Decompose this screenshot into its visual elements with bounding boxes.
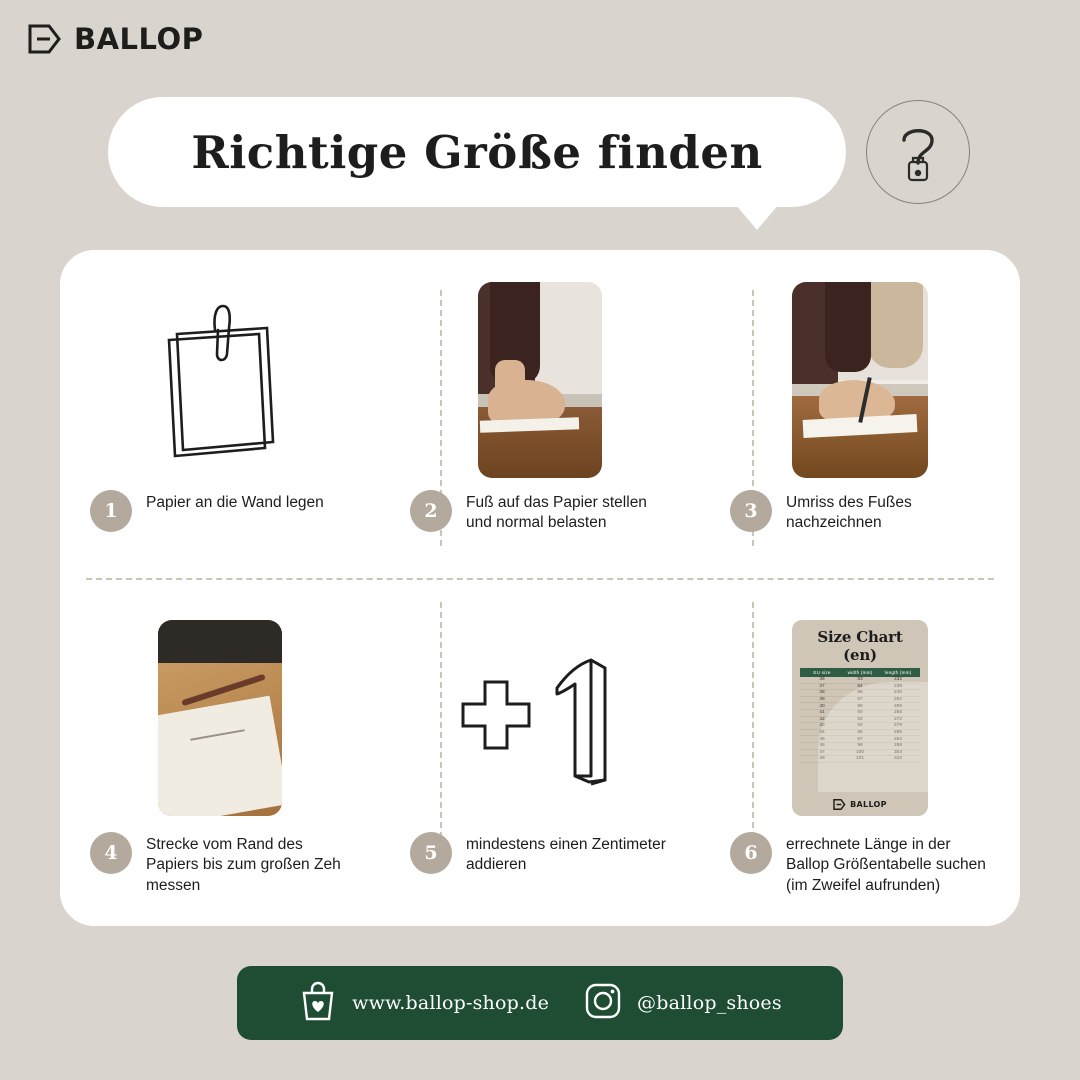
step-media [158, 620, 282, 816]
cell-eu: 38 [819, 690, 825, 696]
cell-width: 92 [857, 716, 863, 722]
cell-width: 100 [855, 749, 864, 755]
step-text: errechnete Länge in der Ballop Größentabelle suchen (im Zweifel aufrunden) [786, 836, 986, 894]
step-caption [406, 490, 674, 534]
step-caption [86, 490, 354, 532]
cell-eu: 37 [819, 683, 825, 689]
cell-width: 95 [857, 730, 863, 736]
step-number: 5 [410, 832, 452, 874]
step-number: 3 [730, 490, 772, 532]
size-chart-header [800, 668, 920, 677]
cell-length: 304 [893, 749, 902, 755]
shopping-bag-heart-icon [298, 979, 338, 1028]
bubble-tail [735, 204, 779, 230]
cell-width: 88 [857, 703, 863, 709]
step-item-4 [60, 588, 380, 926]
step-media [478, 282, 602, 478]
step-caption [726, 832, 994, 896]
step-item-2 [380, 250, 700, 588]
cell-length: 272 [893, 716, 902, 722]
paper-sheets-clip-doodle [155, 282, 285, 478]
step-number: 2 [410, 490, 452, 532]
step-item-3 [700, 250, 1020, 588]
step-item-6 [700, 588, 1020, 926]
tracing-foot-outline-photo [792, 282, 928, 478]
step-caption [406, 832, 674, 876]
cell-eu: 45 [819, 736, 825, 742]
step-text: Papier an die Wand legen [146, 494, 324, 511]
cell-length: 238 [893, 683, 902, 689]
cell-eu: 42 [819, 716, 825, 722]
cell-width: 86 [857, 690, 863, 696]
pencil-measuring-photo [158, 620, 282, 816]
cell-width: 84 [857, 683, 863, 689]
step-number: 4 [90, 832, 132, 874]
cell-length: 259 [893, 703, 902, 709]
step-media [792, 620, 928, 816]
cell-length: 279 [893, 723, 902, 729]
cell-length: 245 [893, 690, 902, 696]
instagram-link[interactable] [583, 981, 782, 1026]
cell-length: 265 [893, 710, 902, 716]
step-text: mindestens einen Zentimeter addieren [466, 836, 666, 874]
cell-width: 87 [857, 697, 863, 703]
cell-width: 90 [857, 710, 863, 716]
brand-name: BALLOP [74, 22, 204, 56]
ballop-logo-icon [833, 799, 846, 810]
cell-width: 98 [857, 743, 863, 749]
cell-length: 292 [893, 736, 902, 742]
size-chart-col: EU size [813, 670, 831, 675]
cell-eu: 36 [819, 677, 825, 683]
steps-card [60, 250, 1020, 926]
question-mark-icon [866, 100, 970, 204]
website-text: www.ballop-shop.de [352, 992, 550, 1014]
step-number: 1 [90, 490, 132, 532]
step-text: Fuß auf das Papier stellen und normal belasten [466, 494, 647, 532]
cell-eu: 43 [819, 723, 825, 729]
instagram-icon [583, 981, 623, 1026]
cell-eu: 41 [819, 710, 825, 716]
cell-length: 232 [893, 677, 902, 683]
instagram-handle: @ballop_shoes [637, 992, 782, 1014]
step-item-5 [380, 588, 700, 926]
size-chart-footer [800, 796, 920, 810]
plus-one-doodle [445, 620, 635, 816]
cell-eu: 47 [819, 749, 825, 755]
step-item-1 [60, 250, 380, 588]
size-chart-title: Size Chart (en) [817, 628, 903, 664]
cell-length: 310 [893, 756, 902, 762]
cell-eu: 46 [819, 743, 825, 749]
step-caption [726, 490, 994, 534]
footer-bar [237, 966, 843, 1040]
step-number: 6 [730, 832, 772, 874]
website-link[interactable] [298, 979, 549, 1028]
cell-eu: 40 [819, 703, 825, 709]
cell-width: 97 [857, 736, 863, 742]
page-title: Richtige Größe finden [191, 125, 763, 179]
size-chart-col: width (mm) [847, 670, 873, 675]
cell-eu: 44 [819, 730, 825, 736]
cell-width: 83 [857, 677, 863, 683]
cell-length: 298 [893, 743, 902, 749]
step-text: Strecke vom Rand des Papiers bis zum großen Zeh messen [146, 836, 341, 894]
size-chart-col: length (mm) [884, 670, 912, 675]
foot-on-paper-photo [478, 282, 602, 478]
brand-logo [28, 22, 203, 56]
title-bubble [108, 97, 846, 207]
size-chart-thumbnail [792, 620, 928, 816]
step-caption [86, 832, 354, 896]
cell-width: 94 [857, 723, 863, 729]
cell-length: 252 [893, 697, 902, 703]
cell-eu: 48 [819, 756, 825, 762]
cell-length: 285 [893, 730, 902, 736]
step-text: Umriss des Fußes nachzeichnen [786, 494, 912, 532]
size-chart-brand: BALLOP [850, 800, 887, 809]
cell-width: 101 [855, 756, 864, 762]
ballop-logo-icon [28, 24, 62, 54]
cell-eu: 39 [819, 697, 825, 703]
step-media [792, 282, 928, 478]
